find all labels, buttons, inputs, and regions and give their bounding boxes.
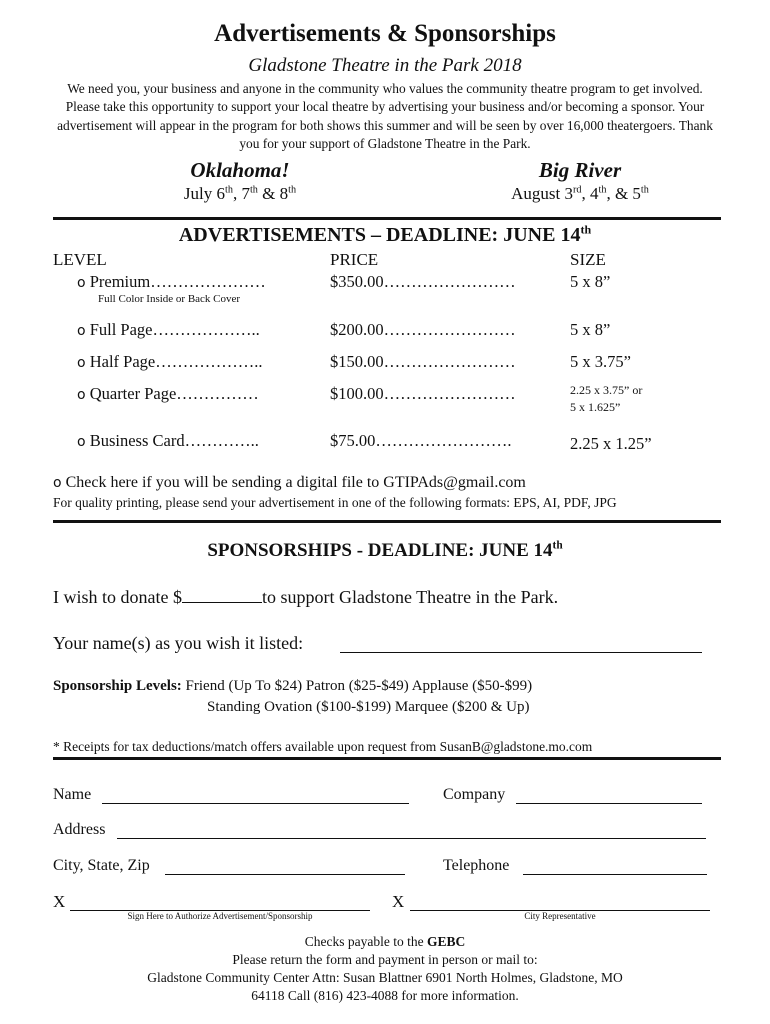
size-quarter-page-2: 5 x 1.625” <box>570 400 621 414</box>
divider <box>53 217 721 220</box>
divider <box>53 520 721 523</box>
digital-file-checkbox[interactable]: o Check here if you will be sending a digital file to GTIPAds@gmail.com <box>53 474 526 491</box>
city-field[interactable] <box>165 874 405 875</box>
col-level: LEVEL <box>53 250 107 269</box>
signature-caption-right: City Representative <box>524 911 596 921</box>
donate-line: I wish to donate $ to support Gladstone Theatre in the Park. <box>53 587 559 607</box>
sponsor-heading: SPONSORSHIPS - DEADLINE: JUNE 14th <box>207 539 563 561</box>
page-subtitle: Gladstone Theatre in the Park 2018 <box>248 55 522 76</box>
footer-line-1: Checks payable to the GEBC <box>304 934 466 949</box>
ad-option-half-page[interactable]: o Half Page……………….. <box>77 352 263 371</box>
footer-line-4: 64118 Call (816) 423-4088 for more information. <box>251 988 519 1003</box>
divider <box>53 757 721 760</box>
checkbox-icon: o <box>77 355 86 371</box>
telephone-label: Telephone <box>443 857 510 874</box>
intro-paragraph: We need you, your business and anyone in the community who values the community theatre program to get involved. Please take this opportunity to support your local theatre by advertising your business and/or becoming a sponsor. Your advertisement will appear in the program for both shows this summer and will be seen by over 16,000 theatergoers. Thank you for your support of Gladstone Theatre in the Park. <box>57 81 713 152</box>
size-full-page: 5 x 8” <box>570 320 611 339</box>
checkbox-icon: o <box>53 475 62 491</box>
page-title: Advertisements & Sponsorships <box>214 20 556 47</box>
price-business-card: $75.00……………………. <box>330 431 512 450</box>
ad-option-full-page[interactable]: o Full Page……………….. <box>77 320 260 339</box>
premium-note: Full Color Inside or Back Cover <box>98 293 241 305</box>
company-field[interactable] <box>516 803 702 804</box>
price-full-page: $200.00…………………… <box>330 320 516 339</box>
name-listed-label: Your name(s) as you wish it listed: <box>53 633 304 653</box>
show-date-oklahoma: July 6th, 7th & 8th <box>183 184 297 203</box>
footer-line-2: Please return the form and payment in person or mail to: <box>232 952 538 967</box>
name-label: Name <box>53 786 92 803</box>
show-title-oklahoma: Oklahoma! <box>190 158 290 182</box>
receipts-note: * Receipts for tax deductions/match offers available upon request from SusanB@gladstone.mo.com <box>53 739 593 754</box>
address-label: Address <box>53 821 106 838</box>
formats-note: For quality printing, please send your advertisement in one of the following formats: EPS, AI, PDF, JPG <box>53 495 617 510</box>
price-half-page: $150.00…………………… <box>330 352 516 371</box>
price-premium: $350.00…………………… <box>330 272 516 291</box>
name-listed-field[interactable] <box>340 652 702 653</box>
address-field[interactable] <box>117 838 706 839</box>
name-field[interactable] <box>102 803 409 804</box>
show-title-big-river: Big River <box>538 158 622 182</box>
donate-amount-field[interactable] <box>182 588 262 603</box>
col-price: PRICE <box>330 250 379 269</box>
price-quarter-page: $100.00…………………… <box>330 384 516 403</box>
ad-option-premium[interactable]: o Premium………………… <box>77 272 266 291</box>
telephone-field[interactable] <box>523 874 707 875</box>
size-business-card: 2.25 x 1.25” <box>570 434 652 453</box>
checkbox-icon: o <box>77 275 86 291</box>
city-label: City, State, Zip <box>53 857 150 874</box>
checkbox-icon: o <box>77 434 86 450</box>
sponsorship-levels: Sponsorship Levels: Friend (Up To $24) Patron ($25-$49) Applause ($50-$99) <box>53 678 533 694</box>
signature-x-left: X <box>53 892 66 911</box>
checkbox-icon: o <box>77 323 86 339</box>
size-quarter-page-1: 2.25 x 3.75” or <box>570 383 643 397</box>
ads-heading: ADVERTISEMENTS – DEADLINE: JUNE 14th <box>178 222 592 246</box>
size-premium: 5 x 8” <box>570 272 611 291</box>
footer-line-3: Gladstone Community Center Attn: Susan Blattner 6901 North Holmes, Gladstone, MO <box>147 970 623 985</box>
signature-x-right: X <box>392 892 405 911</box>
sponsorship-levels-2: Standing Ovation ($100-$199) Marquee ($200 & Up) <box>207 699 530 715</box>
signature-caption-left: Sign Here to Authorize Advertisement/Sponsorship <box>127 911 313 921</box>
ad-option-business-card[interactable]: o Business Card………….. <box>77 431 259 450</box>
show-date-big-river: August 3rd, 4th, & 5th <box>511 184 649 203</box>
size-half-page: 5 x 3.75” <box>570 352 631 371</box>
col-size: SIZE <box>570 250 606 269</box>
checkbox-icon: o <box>77 387 86 403</box>
company-label: Company <box>443 786 506 803</box>
footer <box>0 933 770 1005</box>
ad-option-quarter-page[interactable]: o Quarter Page…………… <box>77 384 259 403</box>
